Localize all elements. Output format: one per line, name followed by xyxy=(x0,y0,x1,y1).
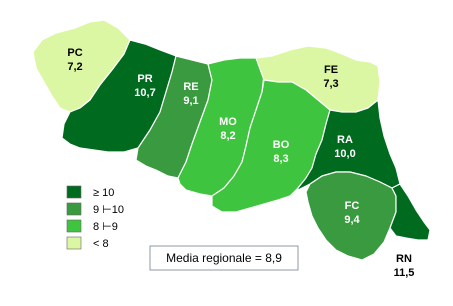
province-label-rn xyxy=(394,253,415,279)
legend-swatch-ge10 xyxy=(67,186,81,198)
province-code-mo: MO xyxy=(219,116,237,128)
legend-label-lt8: < 8 xyxy=(93,238,109,250)
province-value-fc: 9,4 xyxy=(344,214,360,226)
legend-item-ge10 xyxy=(67,186,114,199)
province-code-rn: RN xyxy=(396,253,412,265)
legend-swatch-8-9 xyxy=(67,220,81,232)
regional-average-text: Media regionale = 8,9 xyxy=(166,251,282,265)
province-value-ra: 10,0 xyxy=(334,148,356,160)
legend-swatch-lt8 xyxy=(67,237,81,249)
legend-item-9-10 xyxy=(67,203,124,216)
province-rn-shape xyxy=(390,184,430,240)
province-code-re: RE xyxy=(183,81,199,93)
province-value-pc: 7,2 xyxy=(67,61,83,73)
province-code-ra: RA xyxy=(337,134,353,146)
legend-item-lt8 xyxy=(67,237,109,250)
legend-item-8-9 xyxy=(67,220,118,233)
province-code-bo: BO xyxy=(272,139,290,151)
province-code-pr: PR xyxy=(137,73,153,85)
legend xyxy=(67,186,124,250)
regional-average-box xyxy=(150,246,298,270)
legend-label-ge10: ≥ 10 xyxy=(93,187,115,199)
province-value-bo: 8,3 xyxy=(273,153,289,165)
province-value-re: 9,1 xyxy=(183,95,199,107)
legend-swatch-9-10 xyxy=(67,203,81,215)
legend-label-8-9: 8 ⊢9 xyxy=(93,221,118,233)
legend-label-9-10: 9 ⊢10 xyxy=(93,204,124,216)
province-value-fe: 7,3 xyxy=(323,78,339,90)
province-code-fc: FC xyxy=(344,200,360,212)
province-value-rn: 11,5 xyxy=(393,267,415,279)
province-code-fe: FE xyxy=(323,64,339,76)
province-value-mo: 8,2 xyxy=(220,130,236,142)
province-code-pc: PC xyxy=(67,47,83,59)
province-value-pr: 10,7 xyxy=(134,87,156,99)
